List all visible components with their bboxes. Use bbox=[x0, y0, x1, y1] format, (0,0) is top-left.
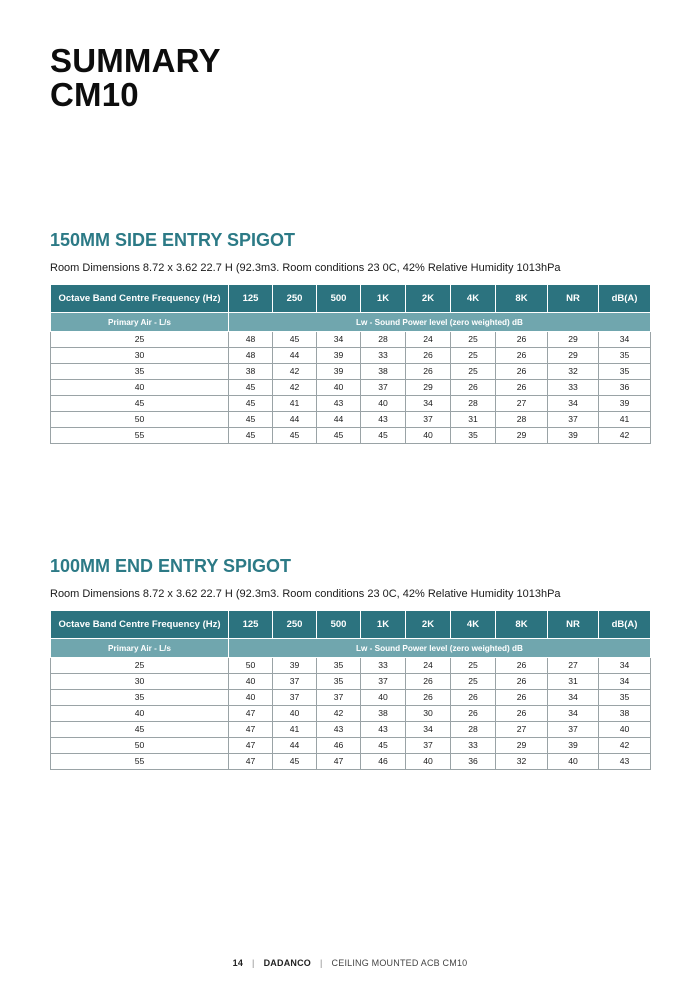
table-cell: 35 bbox=[51, 364, 229, 380]
table-cell: 45 bbox=[51, 722, 229, 738]
table-cell: 34 bbox=[548, 690, 599, 706]
table-cell: 34 bbox=[317, 332, 361, 348]
table-cell: 26 bbox=[496, 380, 548, 396]
table-row bbox=[51, 380, 651, 396]
table-cell: 55 bbox=[51, 428, 229, 444]
header-band-500: 500 bbox=[317, 611, 361, 639]
table-cell: 44 bbox=[273, 738, 317, 754]
table-cell: 39 bbox=[599, 396, 651, 412]
subheader-primary-air: Primary Air - L/s bbox=[51, 639, 229, 658]
table-cell: 26 bbox=[406, 674, 451, 690]
table-cell: 24 bbox=[406, 332, 451, 348]
footer-separator: | bbox=[252, 958, 255, 968]
table-cell: 36 bbox=[451, 754, 496, 770]
table-cell: 39 bbox=[317, 364, 361, 380]
table-cell: 41 bbox=[599, 412, 651, 428]
table-cell: 40 bbox=[361, 690, 406, 706]
section-heading: 100MM END ENTRY SPIGOT bbox=[50, 556, 292, 576]
table-cell: 35 bbox=[599, 348, 651, 364]
header-frequency-label: Octave Band Centre Frequency (Hz) bbox=[51, 611, 229, 639]
table-cell: 40 bbox=[548, 754, 599, 770]
table-cell: 40 bbox=[406, 428, 451, 444]
table-cell: 28 bbox=[496, 412, 548, 428]
section-100mm-end-entry bbox=[50, 555, 650, 770]
table-cell: 45 bbox=[229, 412, 273, 428]
header-band-1k: 1K bbox=[361, 611, 406, 639]
table-cell: 29 bbox=[548, 348, 599, 364]
footer-separator: | bbox=[320, 958, 323, 968]
table-row bbox=[51, 396, 651, 412]
table-cell: 35 bbox=[599, 690, 651, 706]
table-row bbox=[51, 722, 651, 738]
table-cell: 42 bbox=[273, 364, 317, 380]
table-cell: 35 bbox=[317, 674, 361, 690]
table-cell: 30 bbox=[51, 674, 229, 690]
page-title-line-2: CM10 bbox=[50, 76, 139, 113]
header-band-nr: NR bbox=[548, 611, 599, 639]
table-cell: 26 bbox=[496, 674, 548, 690]
table-subheader-row bbox=[51, 313, 651, 332]
header-band-4k: 4K bbox=[451, 611, 496, 639]
table-cell: 33 bbox=[361, 348, 406, 364]
table-cell: 37 bbox=[548, 412, 599, 428]
table-cell: 40 bbox=[599, 722, 651, 738]
table-cell: 34 bbox=[406, 722, 451, 738]
table-cell: 43 bbox=[361, 412, 406, 428]
table-cell: 24 bbox=[406, 658, 451, 674]
header-band-8k: 8K bbox=[496, 285, 548, 313]
table-cell: 42 bbox=[317, 706, 361, 722]
table-cell: 25 bbox=[451, 332, 496, 348]
table-cell: 38 bbox=[229, 364, 273, 380]
table-row bbox=[51, 428, 651, 444]
footer-brand: DADANCO bbox=[263, 958, 311, 968]
table-cell: 26 bbox=[496, 364, 548, 380]
table-cell: 39 bbox=[273, 658, 317, 674]
table-cell: 38 bbox=[361, 364, 406, 380]
table-row bbox=[51, 412, 651, 428]
table-cell: 26 bbox=[451, 380, 496, 396]
table-cell: 35 bbox=[317, 658, 361, 674]
table-cell: 29 bbox=[496, 738, 548, 754]
table-cell: 44 bbox=[317, 412, 361, 428]
table-cell: 40 bbox=[273, 706, 317, 722]
table-cell: 45 bbox=[273, 428, 317, 444]
table-cell: 25 bbox=[451, 658, 496, 674]
table-cell: 39 bbox=[548, 428, 599, 444]
table-header-row bbox=[51, 285, 651, 313]
table-cell: 37 bbox=[273, 674, 317, 690]
table-cell: 40 bbox=[406, 754, 451, 770]
table-cell: 40 bbox=[229, 690, 273, 706]
header-band-125: 125 bbox=[229, 285, 273, 313]
table-cell: 42 bbox=[273, 380, 317, 396]
table-cell: 45 bbox=[229, 380, 273, 396]
table-cell: 36 bbox=[599, 380, 651, 396]
table-cell: 31 bbox=[451, 412, 496, 428]
table-cell: 42 bbox=[599, 738, 651, 754]
table-row bbox=[51, 674, 651, 690]
table-cell: 27 bbox=[496, 722, 548, 738]
table-cell: 39 bbox=[317, 348, 361, 364]
table-cell: 29 bbox=[406, 380, 451, 396]
table-cell: 45 bbox=[361, 428, 406, 444]
sound-power-table bbox=[50, 284, 651, 444]
table-cell: 26 bbox=[406, 364, 451, 380]
table-cell: 28 bbox=[451, 722, 496, 738]
table-cell: 34 bbox=[406, 396, 451, 412]
room-conditions-text: Room Dimensions 8.72 x 3.62 22.7 H (92.3m3. Room conditions 23 0C, 42% Relative Humidity 1013hPa bbox=[50, 262, 561, 274]
page-title-line-1: SUMMARY bbox=[50, 42, 221, 79]
table-cell: 37 bbox=[317, 690, 361, 706]
table-cell: 26 bbox=[406, 690, 451, 706]
table-cell: 37 bbox=[548, 722, 599, 738]
table-body bbox=[51, 658, 651, 770]
sound-power-table bbox=[50, 610, 651, 770]
table-cell: 37 bbox=[361, 380, 406, 396]
table-cell: 40 bbox=[229, 674, 273, 690]
table-cell: 43 bbox=[361, 722, 406, 738]
table-cell: 26 bbox=[496, 658, 548, 674]
table-cell: 44 bbox=[273, 412, 317, 428]
table-cell: 44 bbox=[273, 348, 317, 364]
table-cell: 40 bbox=[317, 380, 361, 396]
table-cell: 55 bbox=[51, 754, 229, 770]
footer-page-number: 14 bbox=[232, 958, 244, 968]
table-cell: 33 bbox=[361, 658, 406, 674]
table-cell: 40 bbox=[51, 706, 229, 722]
table-cell: 27 bbox=[548, 658, 599, 674]
page-footer bbox=[0, 958, 700, 968]
table-cell: 25 bbox=[451, 348, 496, 364]
table-cell: 26 bbox=[496, 348, 548, 364]
table-cell: 31 bbox=[548, 674, 599, 690]
table-cell: 38 bbox=[361, 706, 406, 722]
table-row bbox=[51, 658, 651, 674]
section-heading: 150MM SIDE ENTRY SPIGOT bbox=[50, 230, 296, 250]
header-band-4k: 4K bbox=[451, 285, 496, 313]
header-band-8k: 8K bbox=[496, 611, 548, 639]
table-cell: 32 bbox=[496, 754, 548, 770]
table-cell: 38 bbox=[599, 706, 651, 722]
table-cell: 35 bbox=[451, 428, 496, 444]
table-cell: 27 bbox=[496, 396, 548, 412]
table-cell: 45 bbox=[317, 428, 361, 444]
table-cell: 37 bbox=[273, 690, 317, 706]
header-band-125: 125 bbox=[229, 611, 273, 639]
table-cell: 34 bbox=[599, 658, 651, 674]
table-cell: 37 bbox=[406, 738, 451, 754]
table-row bbox=[51, 364, 651, 380]
table-cell: 29 bbox=[548, 332, 599, 348]
table-cell: 43 bbox=[599, 754, 651, 770]
table-cell: 47 bbox=[229, 754, 273, 770]
table-cell: 50 bbox=[51, 412, 229, 428]
table-cell: 29 bbox=[496, 428, 548, 444]
table-cell: 26 bbox=[496, 332, 548, 348]
table-row bbox=[51, 706, 651, 722]
header-band-2k: 2K bbox=[406, 285, 451, 313]
table-cell: 42 bbox=[599, 428, 651, 444]
table-cell: 47 bbox=[229, 722, 273, 738]
table-subheader-row bbox=[51, 639, 651, 658]
table-cell: 33 bbox=[548, 380, 599, 396]
table-row bbox=[51, 332, 651, 348]
table-cell: 30 bbox=[406, 706, 451, 722]
table-cell: 25 bbox=[451, 364, 496, 380]
table-cell: 40 bbox=[51, 380, 229, 396]
room-conditions-text: Room Dimensions 8.72 x 3.62 22.7 H (92.3m3. Room conditions 23 0C, 42% Relative Humidity 1013hPa bbox=[50, 588, 561, 600]
table-body bbox=[51, 332, 651, 444]
table-cell: 46 bbox=[361, 754, 406, 770]
table-cell: 37 bbox=[361, 674, 406, 690]
table-cell: 34 bbox=[599, 332, 651, 348]
table-cell: 34 bbox=[548, 706, 599, 722]
subheader-sound-power: Lw - Sound Power level (zero weighted) dB bbox=[229, 639, 651, 658]
table-cell: 26 bbox=[496, 706, 548, 722]
table-cell: 47 bbox=[229, 738, 273, 754]
table-header-row bbox=[51, 611, 651, 639]
table-cell: 26 bbox=[496, 690, 548, 706]
table-cell: 32 bbox=[548, 364, 599, 380]
table-row bbox=[51, 348, 651, 364]
table-cell: 37 bbox=[406, 412, 451, 428]
section-150mm-side-entry bbox=[50, 229, 650, 444]
table-row bbox=[51, 738, 651, 754]
table-cell: 25 bbox=[51, 332, 229, 348]
table-cell: 48 bbox=[229, 332, 273, 348]
header-band-2k: 2K bbox=[406, 611, 451, 639]
header-band-nr: NR bbox=[548, 285, 599, 313]
table-cell: 48 bbox=[229, 348, 273, 364]
table-cell: 39 bbox=[548, 738, 599, 754]
table-cell: 45 bbox=[273, 332, 317, 348]
table-cell: 46 bbox=[317, 738, 361, 754]
table-cell: 45 bbox=[51, 396, 229, 412]
header-frequency-label: Octave Band Centre Frequency (Hz) bbox=[51, 285, 229, 313]
table-cell: 25 bbox=[451, 674, 496, 690]
table-cell: 45 bbox=[229, 428, 273, 444]
table-row bbox=[51, 754, 651, 770]
table-cell: 33 bbox=[451, 738, 496, 754]
table-cell: 40 bbox=[361, 396, 406, 412]
table-cell: 45 bbox=[273, 754, 317, 770]
table-cell: 50 bbox=[51, 738, 229, 754]
table-cell: 28 bbox=[451, 396, 496, 412]
header-band-1k: 1K bbox=[361, 285, 406, 313]
table-cell: 43 bbox=[317, 722, 361, 738]
table-cell: 26 bbox=[451, 706, 496, 722]
table-cell: 45 bbox=[229, 396, 273, 412]
header-band-500: 500 bbox=[317, 285, 361, 313]
table-cell: 34 bbox=[599, 674, 651, 690]
table-cell: 41 bbox=[273, 722, 317, 738]
table-cell: 50 bbox=[229, 658, 273, 674]
table-cell: 35 bbox=[599, 364, 651, 380]
table-cell: 47 bbox=[229, 706, 273, 722]
table-cell: 35 bbox=[51, 690, 229, 706]
footer-document-title: CEILING MOUNTED ACB CM10 bbox=[331, 958, 468, 968]
table-cell: 26 bbox=[406, 348, 451, 364]
table-cell: 25 bbox=[51, 658, 229, 674]
header-band-dba: dB(A) bbox=[599, 611, 651, 639]
header-band-250: 250 bbox=[273, 285, 317, 313]
table-row bbox=[51, 690, 651, 706]
header-band-dba: dB(A) bbox=[599, 285, 651, 313]
table-cell: 28 bbox=[361, 332, 406, 348]
table-cell: 34 bbox=[548, 396, 599, 412]
subheader-sound-power: Lw - Sound Power level (zero weighted) dB bbox=[229, 313, 651, 332]
page-title bbox=[50, 44, 221, 112]
table-cell: 41 bbox=[273, 396, 317, 412]
subheader-primary-air: Primary Air - L/s bbox=[51, 313, 229, 332]
table-cell: 30 bbox=[51, 348, 229, 364]
table-cell: 45 bbox=[361, 738, 406, 754]
header-band-250: 250 bbox=[273, 611, 317, 639]
table-cell: 26 bbox=[451, 690, 496, 706]
table-cell: 47 bbox=[317, 754, 361, 770]
table-cell: 43 bbox=[317, 396, 361, 412]
